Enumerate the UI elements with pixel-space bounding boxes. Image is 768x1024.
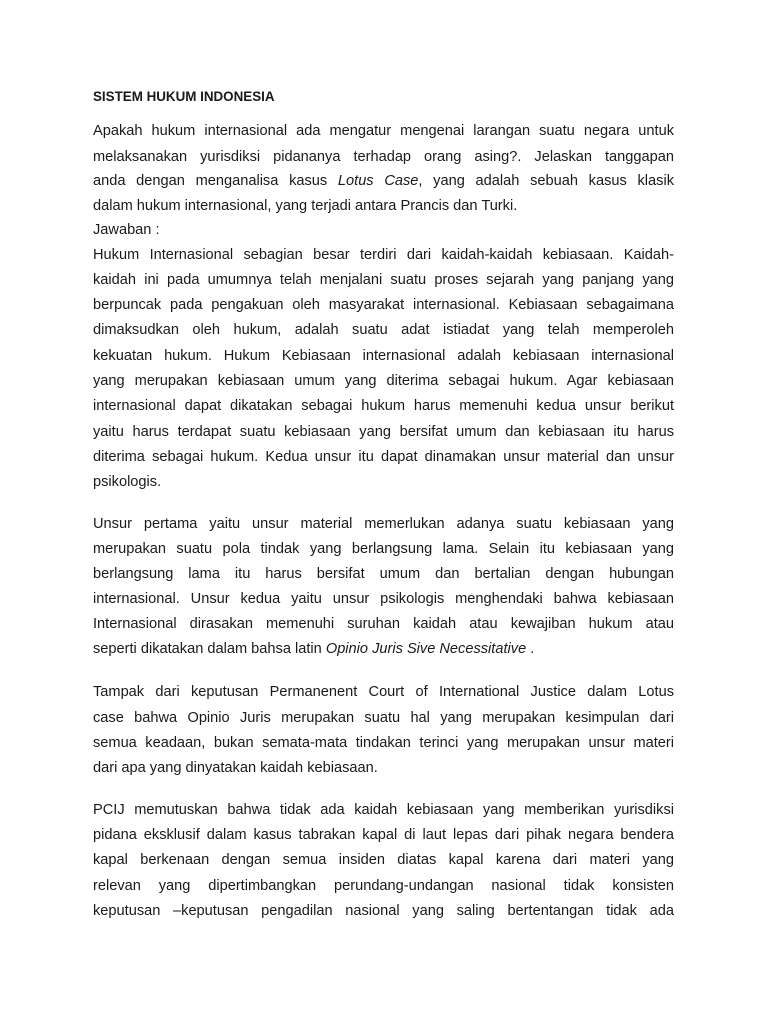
p4-line-1: PCIJ memutuskan bahwa tidak ada kaidah kebiasaan yang memberikan yurisdiksi [93, 802, 674, 818]
p3-line-4: dari apa yang dinyatakan kaidah kebiasaan. [93, 760, 378, 776]
p1-line-1: Hukum Internasional sebagian besar terdiri dari kaidah-kaidah kebiasaan. Kaidah- [93, 247, 674, 263]
p1-line-8: yaitu harus terdapat suatu kebiasaan yang bersifat umum dan kebiasaan itu harus [93, 424, 674, 440]
p2-line-6 [93, 640, 674, 659]
p3-line-2: case bahwa Opinio Juris merupakan suatu hal yang merupakan kesimpulan dari [93, 710, 674, 726]
opinio-juris-term: Opinio Juris Sive Necessitative [325, 641, 527, 657]
p1-line-6: yang merupakan kebiasaan umum yang diterima sebagai hukum. Agar kebiasaan [93, 373, 674, 389]
question-line-2: melaksanakan yurisdiksi pidananya terhadap orang asing?. Jelaskan tanggapan [93, 149, 674, 165]
p2-line-6-pre: seperti dikatakan dalam bahsa latin [93, 641, 326, 657]
question-line-3-post: , yang adalah sebuah kasus klasik [418, 173, 675, 189]
p1-line-10: psikologis. [93, 474, 162, 490]
question-line-3-pre: anda dengan menganalisa kasus [93, 173, 338, 189]
p4-line-2: pidana eksklusif dalam kasus tabrakan kapal di laut lepas dari pihak negara bendera [93, 827, 674, 843]
question-line-1: Apakah hukum internasional ada mengatur mengenai larangan suatu negara untuk [93, 123, 674, 139]
p3-line-1: Tampak dari keputusan Permanenent Court of International Justice dalam Lotus [93, 684, 674, 700]
p4-line-5: keputusan –keputusan pengadilan nasional yang saling bertentangan tidak ada [93, 903, 674, 919]
p2-line-4: internasional. Unsur kedua yaitu unsur psikologis menghendaki bahwa kebiasaan [93, 591, 674, 607]
answer-label: Jawaban : [93, 222, 160, 238]
lotus-case-term: Lotus Case [337, 173, 419, 189]
p1-line-9: diterima sebagai hukum. Kedua unsur itu dapat dinamakan unsur material dan unsur [93, 449, 674, 465]
p1-line-5: kekuatan hukum. Hukum Kebiasaan internasional adalah kebiasaan internasional [93, 348, 674, 364]
p1-line-3: berpuncak pada pengakuan oleh masyarakat internasional. Kebiasaan sebagaimana [93, 297, 674, 313]
question-line-4: dalam hukum internasional, yang terjadi antara Prancis dan Turki. [93, 198, 518, 214]
p3-line-3: semua keadaan, bukan semata-mata tindakan terinci yang merupakan unsur materi [93, 735, 674, 751]
question-line-3 [93, 172, 674, 191]
p1-line-7: internasional dapat dikatakan sebagai hukum harus memenuhi kedua unsur berikut [93, 398, 674, 414]
p4-line-3: kapal berkenaan dengan semua insiden diatas kapal karena dari materi yang [93, 852, 674, 868]
p2-line-5: Internasional dirasakan memenuhi suruhan kaidah atau kewajiban hukum atau [93, 616, 674, 632]
p4-line-4: relevan yang dipertimbangkan perundang-undangan nasional tidak konsisten [93, 878, 674, 894]
p2-line-6-post: . [526, 641, 535, 657]
p2-line-2: merupakan suatu pola tindak yang berlangsung lama. Selain itu kebiasaan yang [93, 541, 674, 557]
p1-line-2: kaidah ini pada umumnya telah menjalani suatu proses sejarah yang panjang yang [93, 272, 674, 288]
p2-line-1: Unsur pertama yaitu unsur material memerlukan adanya suatu kebiasaan yang [93, 516, 674, 532]
p2-line-3: berlangsung lama itu harus bersifat umum dan bertalian dengan hubungan [93, 566, 674, 582]
document-title: SISTEM HUKUM INDONESIA [93, 89, 275, 104]
p1-line-4: dimaksudkan oleh hukum, adalah suatu adat istiadat yang telah memperoleh [93, 322, 674, 338]
